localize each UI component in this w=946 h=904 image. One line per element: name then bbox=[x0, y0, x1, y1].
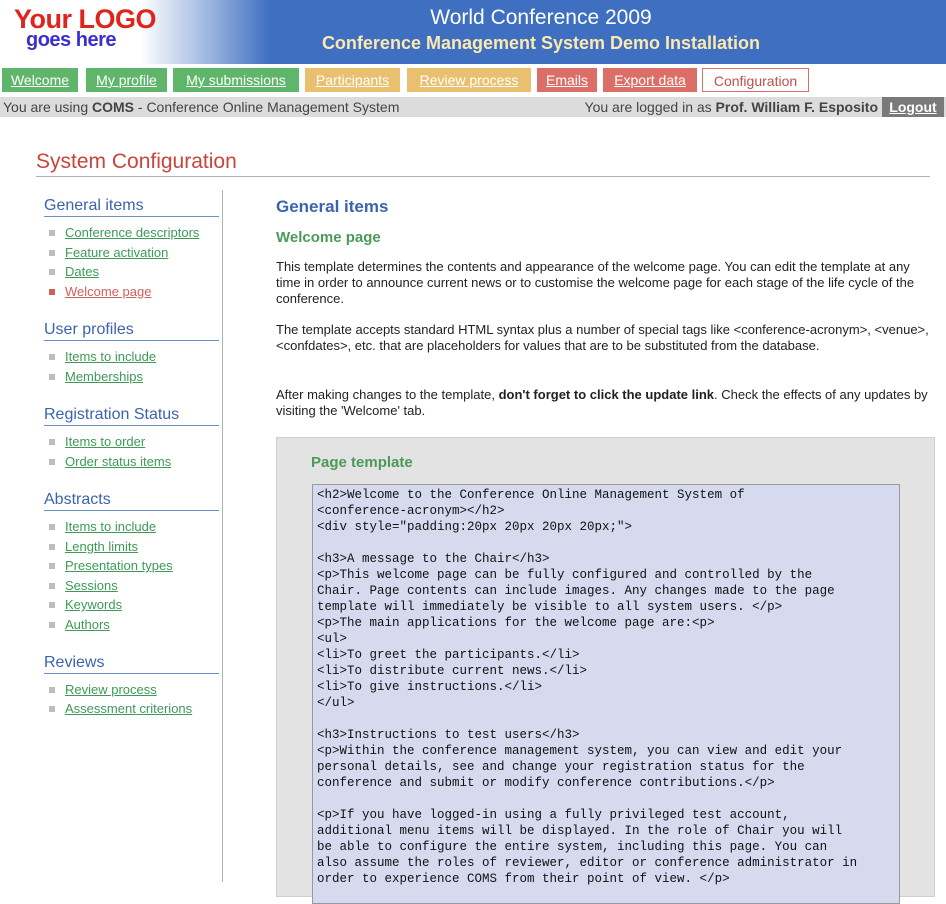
tab-participants[interactable]: Participants bbox=[305, 68, 400, 92]
bullet bbox=[49, 250, 55, 256]
sidebar-item-abstract-items[interactable]: Items to include bbox=[65, 519, 157, 534]
sidebar-item-conference-descriptors[interactable]: Conference descriptors bbox=[65, 225, 200, 240]
sidebar-section-abstracts: Abstracts bbox=[44, 491, 219, 511]
description-paragraph-1: This template determines the contents and appearance of the welcome page. You can edit the template at any time in order to announce current news or to customise the welcome page for each stage of the life cycle of the conference. bbox=[276, 259, 915, 306]
page-title: System Configuration bbox=[36, 150, 237, 173]
bullet bbox=[49, 230, 55, 236]
title-divider bbox=[36, 176, 930, 177]
tab-my-profile[interactable]: My profile bbox=[86, 68, 167, 92]
tab-review-process[interactable]: Review process bbox=[407, 68, 531, 92]
page-template-heading: Page template bbox=[311, 454, 413, 471]
bullet bbox=[49, 706, 55, 712]
app-short-name: COMS bbox=[92, 99, 134, 115]
logo-line2: goes here bbox=[26, 29, 116, 51]
bullet bbox=[49, 583, 55, 589]
sidebar-item-keywords[interactable]: Keywords bbox=[65, 597, 123, 612]
tab-welcome[interactable]: Welcome bbox=[2, 68, 78, 92]
sidebar-item-sessions[interactable]: Sessions bbox=[65, 578, 118, 593]
using-text: You are using COMS - Conference Online Management System bbox=[3, 99, 400, 115]
sidebar-item-review-process[interactable]: Review process bbox=[65, 682, 157, 697]
logout-button[interactable]: Logout bbox=[882, 97, 944, 117]
sidebar-section-reviews: Reviews bbox=[44, 654, 219, 674]
main-nav bbox=[0, 68, 946, 92]
logo-line1: Your LOGO bbox=[14, 4, 156, 34]
sidebar-item-memberships[interactable]: Memberships bbox=[65, 369, 144, 384]
bullet bbox=[49, 459, 55, 465]
login-info: You are logged in as Prof. William F. Esposito bbox=[584, 99, 878, 115]
bullet bbox=[49, 622, 55, 628]
sidebar-section-general: General items bbox=[44, 197, 219, 217]
description-paragraph-3: After making changes to the template, don't forget to click the update link. Check the effects of any updates by visiting the 'Welcome' tab. bbox=[276, 387, 928, 418]
page-template-editor[interactable]: <h2>Welcome to the Conference Online Management System of <conference-acronym></h2> <div style="padding:20px 20px 20px 20px;"> <h3>A message to the Chair</h3> <p>This welcome page can be fully configured and controlled by the Chair. Page contents can include images. Any changes made to the page template will immediately be visible to all system users. </p> <p>The main applications for the welcome page are:<p> <ul> <li>To greet the participants.</li> <li>To distribute current news.</li> <li>To give instructions.</li> </ul> <h3>Instructions to test users</h3> <p>Within the conference management system, you can view and edit your personal details, see and change your registration status for the conference and submit or modify conference contributions.</p> <p>If you have logged-in using a fully privileged test account, additional menu items will be displayed. In the role of Chair you will be able to configure the entire system, including this page. You can also assume the roles of reviewer, editor or conference administrator in order to experience COMS from their point of view. </p> bbox=[312, 484, 900, 904]
bullet bbox=[49, 269, 55, 275]
conference-subtitle: Conference Management System Demo Installation bbox=[321, 33, 761, 53]
description-paragraph-2: The template accepts standard HTML syntax plus a number of special tags like <conference-acronym>, <venue>, <confdates>, etc. that are placeholders for values that are to be substituted from the database. bbox=[276, 322, 929, 353]
bullet bbox=[49, 544, 55, 550]
sidebar-item-assessment-criterions[interactable]: Assessment criterions bbox=[65, 701, 193, 716]
bullet bbox=[49, 563, 55, 569]
bullet bbox=[49, 374, 55, 380]
bullet bbox=[49, 354, 55, 360]
main-heading: General items bbox=[276, 197, 389, 216]
main-subheading: Welcome page bbox=[276, 229, 381, 246]
conference-title: World Conference 2009 bbox=[430, 6, 652, 29]
sidebar-item-presentation-types[interactable]: Presentation types bbox=[65, 558, 173, 573]
sidebar-item-length-limits[interactable]: Length limits bbox=[65, 539, 138, 554]
bullet bbox=[49, 687, 55, 693]
sidebar-section-user-profiles: User profiles bbox=[44, 321, 219, 341]
sidebar-item-profile-items[interactable]: Items to include bbox=[65, 349, 157, 364]
update-reminder: don't forget to click the update link bbox=[498, 387, 715, 402]
page-template-panel bbox=[276, 437, 935, 897]
bullet-active bbox=[49, 289, 55, 295]
user-name: Prof. William F. Esposito bbox=[715, 99, 878, 115]
status-bar bbox=[0, 97, 946, 117]
sidebar-item-order-status[interactable]: Order status items bbox=[65, 454, 172, 469]
bullet bbox=[49, 524, 55, 530]
sidebar-item-items-to-order[interactable]: Items to order bbox=[65, 434, 146, 449]
sidebar-item-dates[interactable]: Dates bbox=[65, 264, 99, 279]
bullet bbox=[49, 602, 55, 608]
sidebar bbox=[36, 190, 223, 882]
tab-my-submissions[interactable]: My submissions bbox=[173, 68, 299, 92]
sidebar-section-registration: Registration Status bbox=[44, 406, 219, 426]
bullet bbox=[49, 439, 55, 445]
tab-export-data[interactable]: Export data bbox=[603, 68, 697, 92]
sidebar-item-feature-activation[interactable]: Feature activation bbox=[65, 245, 169, 260]
sidebar-item-welcome-page[interactable]: Welcome page bbox=[65, 284, 152, 299]
tab-emails[interactable]: Emails bbox=[537, 68, 597, 92]
tab-configuration[interactable]: Configuration bbox=[702, 68, 809, 92]
header-banner bbox=[0, 0, 946, 64]
sidebar-item-authors[interactable]: Authors bbox=[65, 617, 110, 632]
